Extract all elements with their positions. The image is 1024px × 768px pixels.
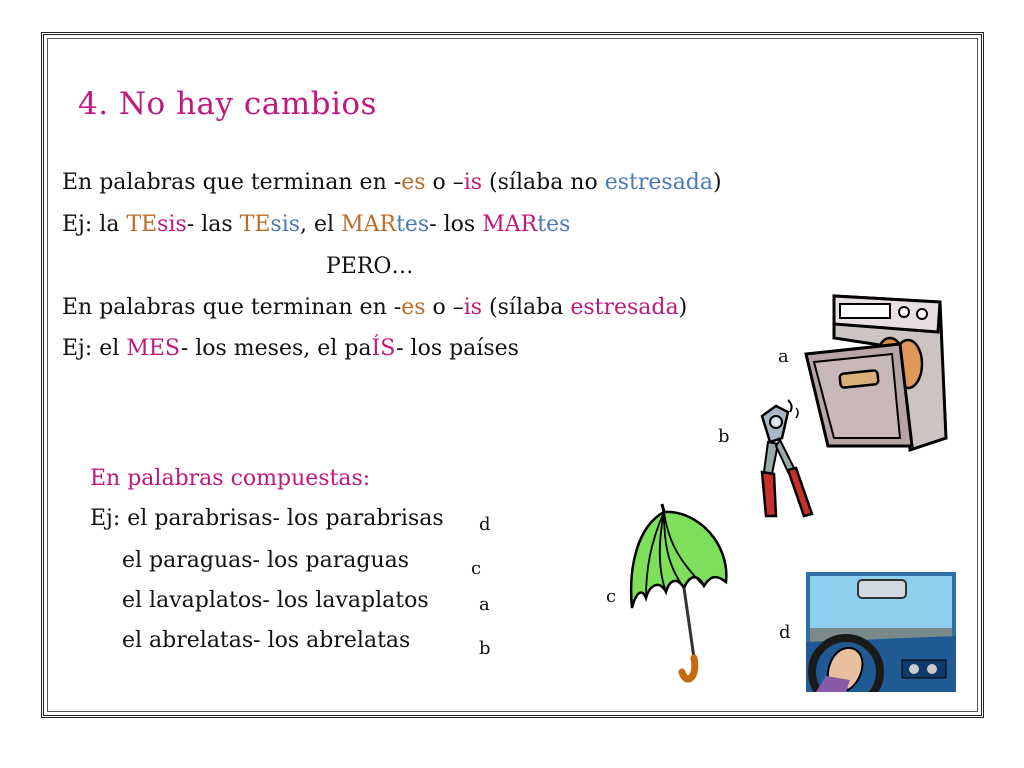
example-unstressed [62,212,570,237]
rule2-mid2: (sílaba [482,295,571,320]
rule1-is: is [463,170,483,195]
ex1-tes1: tes [396,212,430,237]
rule1-estresada: estresada [604,170,714,195]
rule1-suffix: ) [713,170,722,195]
compound-item: el lavaplatos- los lavaplatos [122,588,429,613]
ex1-te1: TE [126,212,158,237]
answer-letter: a [479,594,490,615]
ex1-te2: TE [239,212,271,237]
ex2-p1: Ej: el [62,336,127,361]
umbrella-icon [628,500,732,688]
compound-item: Ej: el parabrisas- los parabrisas [90,506,444,531]
ex2-p3: - los países [396,336,519,361]
picture-label-umbrella: c [606,586,617,607]
ex1-sis1: sis [157,212,187,237]
picture-label-dishwasher: a [778,346,789,367]
rule2-prefix: En palabras que terminan en - [62,295,402,320]
ex2-is: ÍS [371,336,397,361]
ex1-p2: - las [186,212,240,237]
rule1-es: es [401,170,426,195]
rule2-estresada: estresada [570,295,679,320]
ex1-mar1: MAR [341,212,397,237]
ex2-p2: - los meses, el pa [180,336,372,361]
rule1-prefix: En palabras que terminan en - [62,170,402,195]
rule-unstressed [62,170,722,195]
slide-title: 4. No hay cambios [78,86,377,122]
rule1-mid2: (sílaba no [482,170,605,195]
compound-item: el abrelatas- los abrelatas [122,628,411,653]
rule1-mid1: o – [425,170,464,195]
dishwasher-icon [800,288,948,456]
rule2-is: is [463,295,483,320]
can-opener-icon [748,398,818,526]
compound-item: el paraguas- los paraguas [122,548,410,573]
example-stressed [62,336,519,361]
rule-stressed [62,295,687,320]
rule2-suffix: ) [678,295,688,320]
windshield-icon [806,572,956,692]
ex1-tes2: tes [537,212,571,237]
ex1-p1: Ej: la [62,212,127,237]
rule2-es: es [401,295,426,320]
answer-letter: d [479,514,491,535]
ex1-sis2: sis [270,212,301,237]
ex2-mes: MES [126,336,181,361]
compound-heading: En palabras compuestas: [90,466,371,491]
rule2-mid1: o – [425,295,464,320]
answer-letter: b [479,638,491,659]
answer-letter: c [471,558,482,579]
ex1-mar2: MAR [482,212,538,237]
ex1-p3: , el [300,212,342,237]
picture-label-can-opener: b [718,426,730,447]
ex1-p4: - los [429,212,483,237]
picture-label-windshield: d [779,622,791,643]
pero-text: PERO… [326,254,414,279]
